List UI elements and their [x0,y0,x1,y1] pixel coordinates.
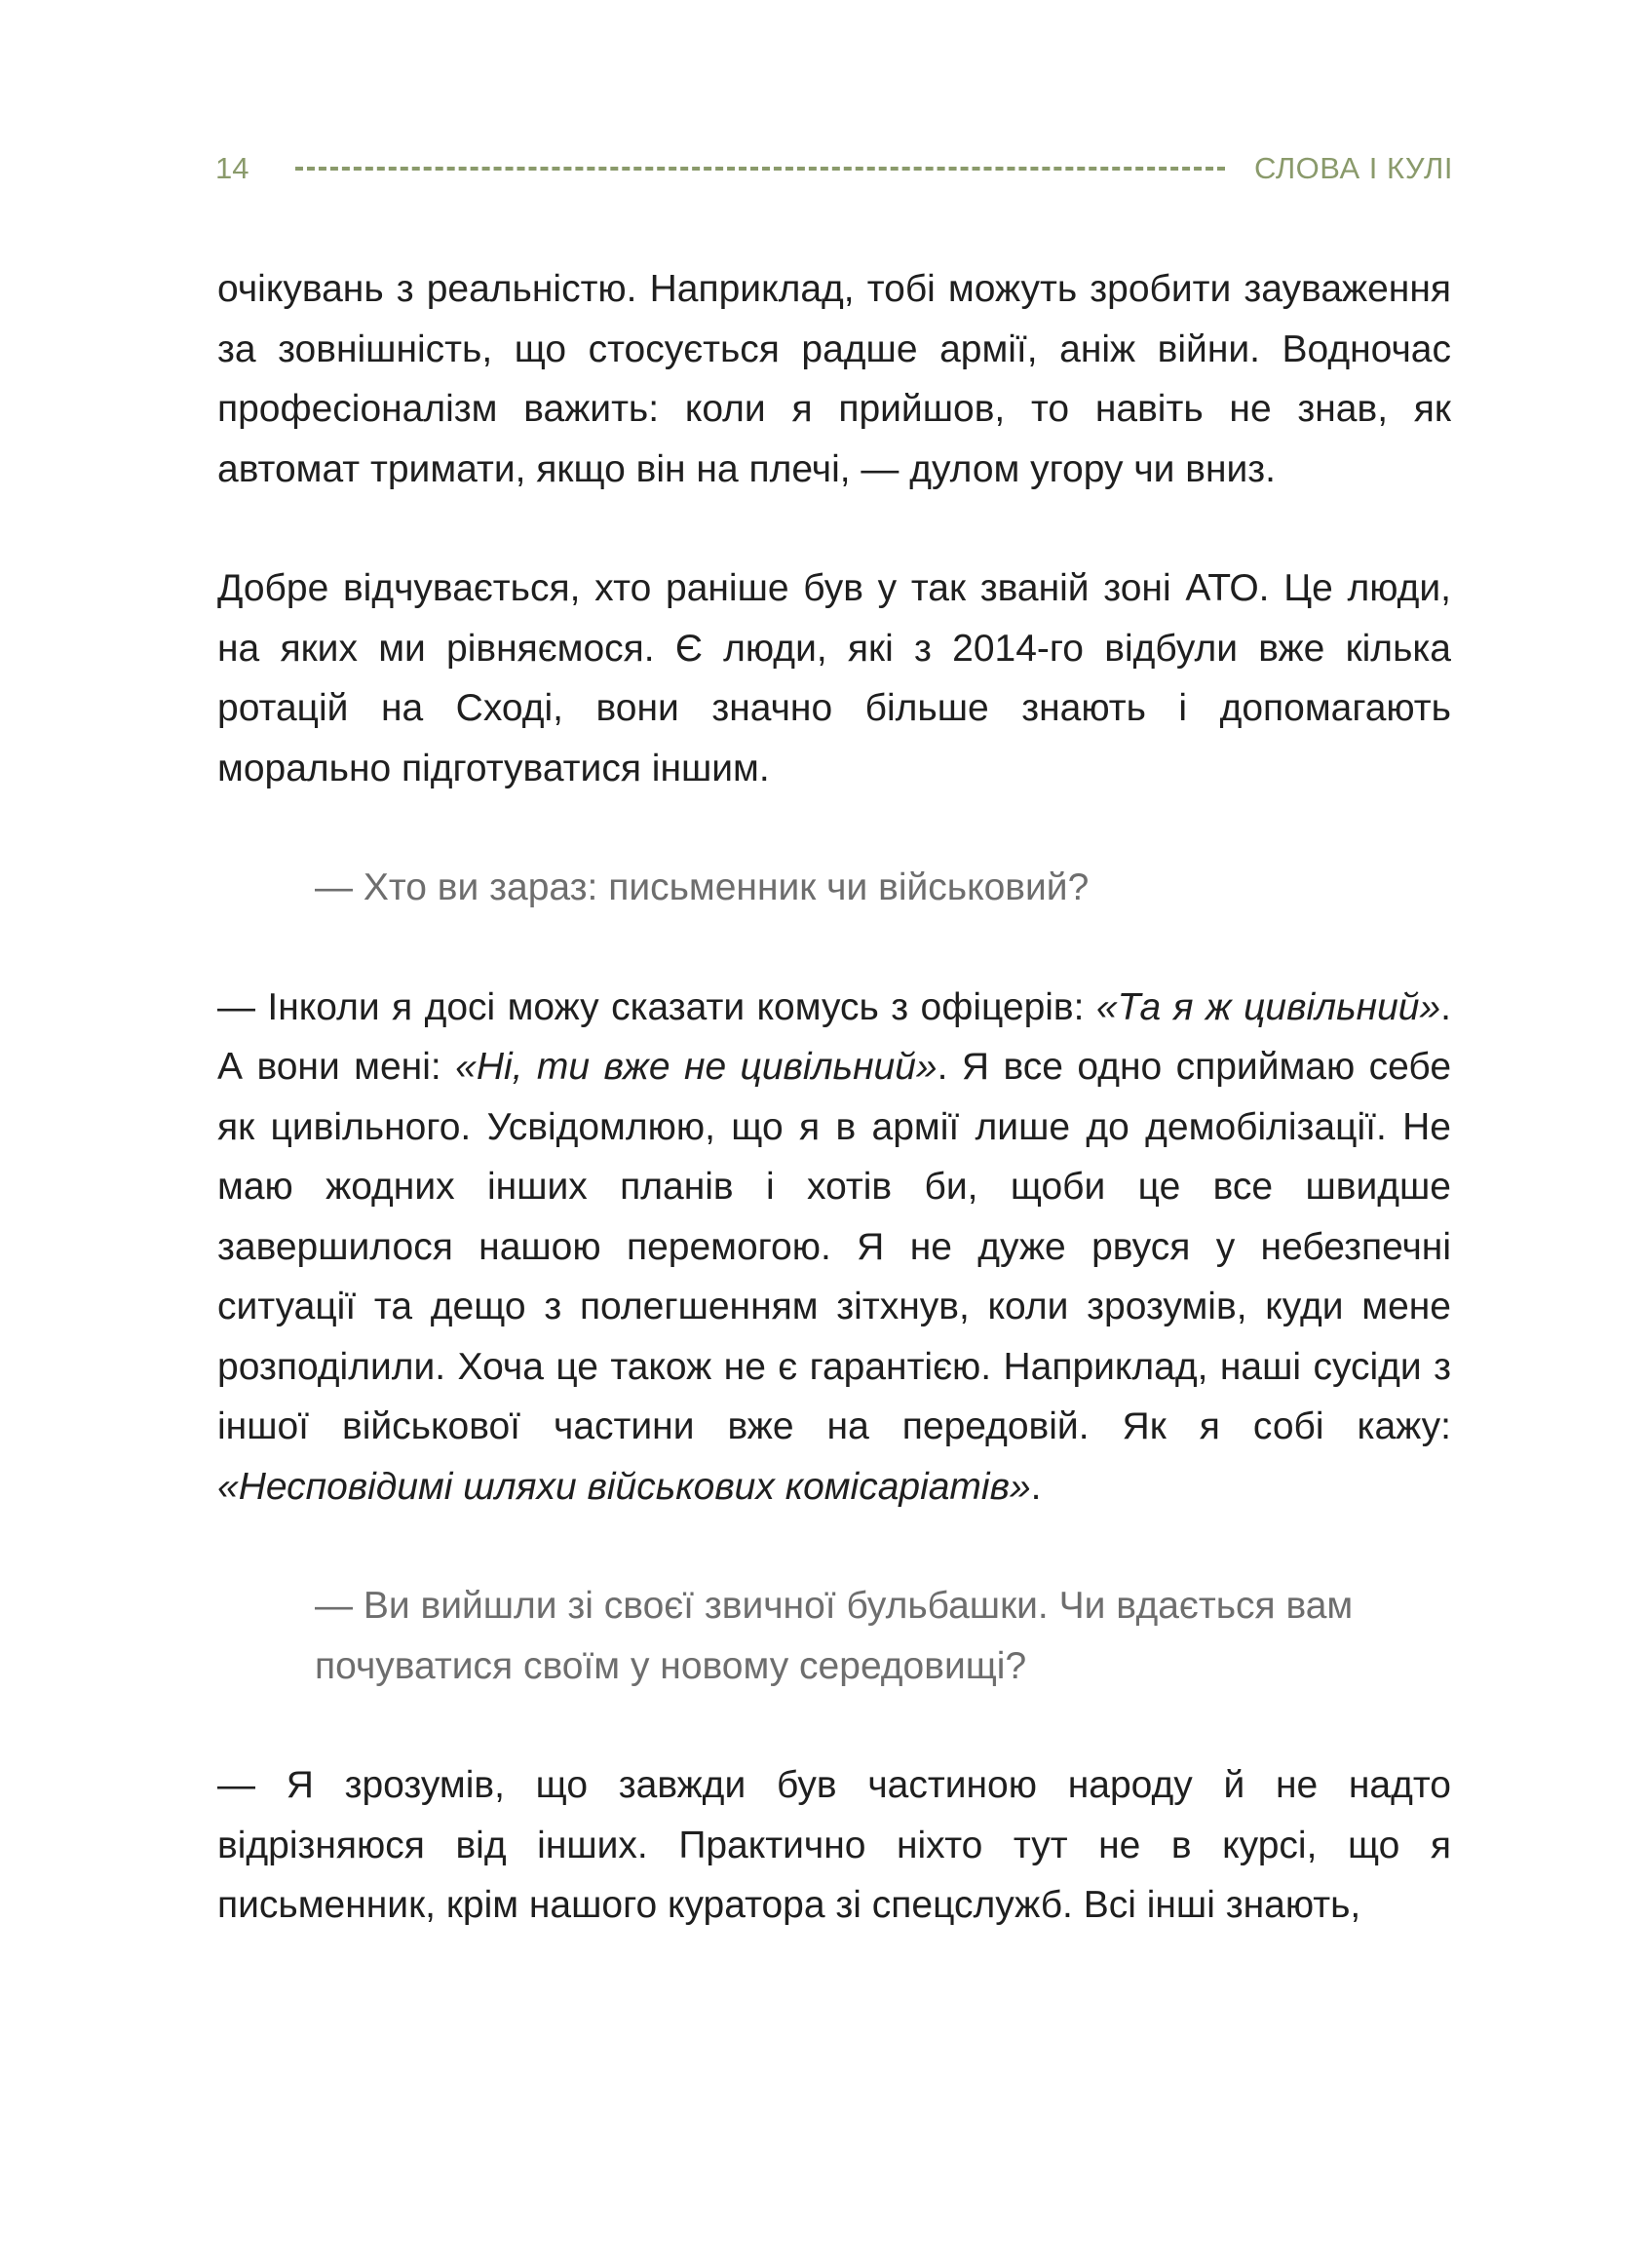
answer-1-text-4: . [1030,1465,1042,1508]
page-body [217,259,1451,1995]
interview-question-2: — Ви вийшли зі своєї звичної бульбашки. Чи вдається вам почуватися своїм у новому середовищі? [315,1585,1354,1687]
interview-answer-2: — Я зрозумів, що завжди був частиною народу й не надто відрізняюся від інших. Практично ніхто тут не в курсі, що я письменник, крім нашого куратора зі спецслужб. Всі інші знають, [217,1764,1451,1926]
answer-1-text-2: . А вони мені: [217,985,1452,1088]
running-title: СЛОВА І КУЛІ [1253,151,1453,185]
answer-1-quote-1: «Та я ж цивільний» [1095,985,1441,1028]
answer-1-text-1: — Інколи я досі можу сказати комусь з офіцерів: [217,985,1096,1028]
paragraph-2: Добре відчувається, хто раніше був у так званій зоні АТО. Це люди, на яких ми рівняємося. Є люди, які з 2014-го відбули вже кілька ротацій на Сході, вони значно більше знають і допомагають морально підготуватися іншим. [217,567,1451,789]
page-number: 14 [215,151,249,185]
answer-1-quote-2: «Ні, ти вже не цивільний» [455,1046,938,1088]
answer-1-text-3: . Я все одно сприймаю себе як цивільного. Усвідомлюю, що я в армії лише до демобілізації. Не маю жодних інших планів і хотів би, щоби це все швидше завершилося нашою перемогою. Я не дуже рвуся у небезпечні ситуації та дещо з полегшенням зітхнув, коли зрозумів, куди мене розподілили. Хоча це також не є гарантією. Наприклад, наші сусіди з іншої військової частини вже на передовій. Як я собі кажу: [217,1046,1452,1447]
interview-question-1: — Хто ви зараз: письменник чи військовий? [315,866,1090,908]
paragraph-1: очікувань з реальністю. Наприклад, тобі можуть зробити зауваження за зовнішність, що стосується радше армії, аніж війни. Водночас професіоналізм важить: коли я прийшов, то навіть не знав, як автомат тримати, якщо він на плечі, — дулом угору чи вниз. [217,268,1451,490]
interview-answer-1 [217,978,1451,1518]
answer-1-quote-3: «Несповідимі шляхи військових комісаріатів» [217,1465,1031,1508]
running-header [215,146,1453,191]
header-dashed-rule [295,167,1225,171]
